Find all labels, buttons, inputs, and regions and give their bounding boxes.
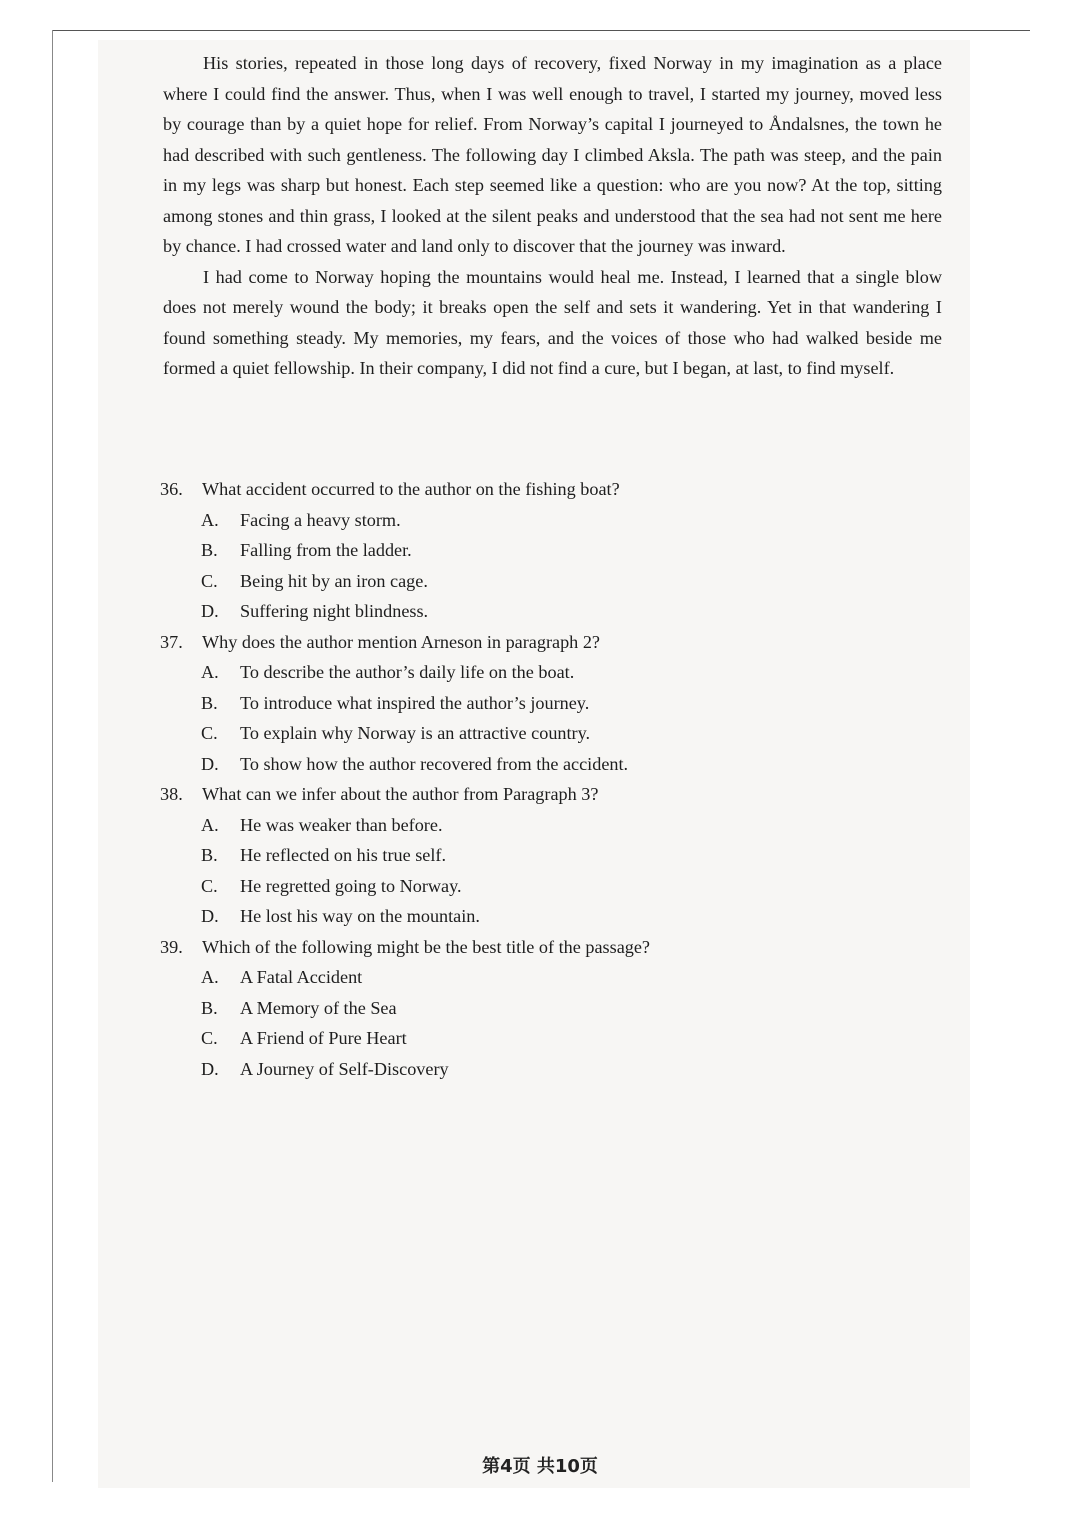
option-letter: B. <box>201 845 218 865</box>
answer-option <box>160 718 950 749</box>
option-letter: D. <box>201 1058 219 1079</box>
question-38 <box>160 779 950 932</box>
option-text: To show how the author recovered from the accident. <box>240 753 629 774</box>
question-stem <box>160 627 950 658</box>
option-letter: A. <box>201 967 219 987</box>
option-letter: C. <box>201 1028 218 1048</box>
question-list <box>160 474 950 1084</box>
answer-option <box>160 1023 950 1054</box>
left-border-line <box>52 30 53 1482</box>
question-number: 39. <box>160 936 183 957</box>
option-letter: C. <box>201 723 218 743</box>
answer-option <box>160 871 950 902</box>
question-37 <box>160 627 950 780</box>
answer-option <box>160 901 950 932</box>
answer-option <box>160 657 950 688</box>
option-text: A Journey of Self-Discovery <box>240 1058 449 1079</box>
option-text: Falling from the ladder. <box>240 540 412 560</box>
option-text: He was weaker than before. <box>240 814 443 835</box>
question-text: What accident occurred to the author on the fishing boat? <box>202 479 620 499</box>
question-text: Which of the following might be the best title of the passage? <box>202 936 651 957</box>
question-stem <box>160 932 950 963</box>
option-letter: C. <box>201 570 218 591</box>
option-text: He reflected on his true self. <box>240 845 447 865</box>
answer-option <box>160 840 950 871</box>
question-36 <box>160 474 950 627</box>
option-text: He lost his way on the mountain. <box>240 906 480 926</box>
answer-option <box>160 535 950 566</box>
option-text: A Memory of the Sea <box>240 997 397 1018</box>
option-letter: A. <box>201 509 219 530</box>
passage-paragraph: His stories, repeated in those long days of recovery, fixed Norway in my imagination as a place where I could find the answer. Thus, when I was well enough to travel, I started my journey, moved less by courage than by a quiet hope for relief. From Norway’s capital I journeyed to Åndalsnes, the town he had described with such gentleness. The following day I climbed Aksla. The path was steep, and the pain in my legs was sharp but honest. Each step seemed like a question: who are you now? At the top, sitting among stones and thin grass, I looked at the silent peaks and understood that the sea had not sent me here by chance. I had crossed water and land only to discover that the journey was inward. <box>163 53 942 256</box>
option-text: A Friend of Pure Heart <box>240 1028 407 1048</box>
option-text: He regretted going to Norway. <box>240 875 462 896</box>
passage-paragraph: I had come to Norway hoping the mountains would heal me. Instead, I learned that a single blow does not merely wound the body; it breaks open the self and sets it wandering. Yet in that wandering I found something steady. My memories, my fears, and the voices of those who had walked beside me formed a quiet fellowship. In their company, I did not find a cure, but I began, at last, to find myself. <box>163 266 942 378</box>
question-stem <box>160 474 950 505</box>
answer-option <box>160 688 950 719</box>
answer-option <box>160 810 950 841</box>
option-letter: A. <box>201 814 219 835</box>
option-text: To introduce what inspired the author’s journey. <box>240 692 590 713</box>
option-text: To explain why Norway is an attractive country. <box>240 723 591 743</box>
option-text: A Fatal Accident <box>240 967 363 987</box>
question-stem <box>160 779 950 810</box>
top-border-line <box>52 30 1030 31</box>
question-39 <box>160 932 950 1085</box>
option-letter: D. <box>201 906 219 926</box>
answer-option <box>160 566 950 597</box>
option-text: Being hit by an iron cage. <box>240 570 428 591</box>
answer-option <box>160 749 950 780</box>
option-letter: D. <box>201 601 219 621</box>
answer-option <box>160 962 950 993</box>
option-letter: B. <box>201 997 218 1018</box>
option-letter: A. <box>201 662 219 682</box>
question-text: Why does the author mention Arneson in paragraph 2? <box>202 631 600 652</box>
question-number: 36. <box>160 479 183 499</box>
reading-passage <box>163 48 942 384</box>
option-text: Facing a heavy storm. <box>240 509 401 530</box>
answer-option <box>160 505 950 536</box>
question-number: 38. <box>160 784 183 804</box>
question-text: What can we infer about the author from Paragraph 3? <box>202 784 599 804</box>
answer-option <box>160 993 950 1024</box>
answer-option <box>160 1054 950 1085</box>
option-letter: B. <box>201 692 218 713</box>
option-letter: D. <box>201 753 219 774</box>
page-number-footer: 第4页 共10页 <box>482 1456 598 1477</box>
question-number: 37. <box>160 631 183 652</box>
option-text: Suffering night blindness. <box>240 601 429 621</box>
option-letter: B. <box>201 540 218 560</box>
option-letter: C. <box>201 875 218 896</box>
answer-option <box>160 596 950 627</box>
option-text: To describe the author’s daily life on the boat. <box>240 662 575 682</box>
